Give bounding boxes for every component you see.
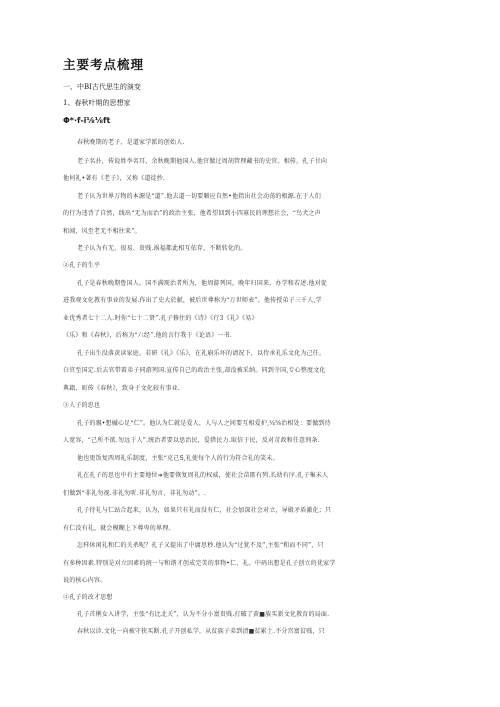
section-heading: 一、中BI古代思生的演变	[63, 83, 141, 91]
paragraph-line: 老子认为有无、很易、贵贱.祸福都此相互依存，不断转化的。	[77, 245, 247, 252]
paragraph-line: 业优秀者七十二人.时你“七十二贤”.孔子修住的《诗》《行3《礼》《易》	[63, 315, 258, 322]
page-title: 主要考点梳理	[63, 57, 145, 72]
subheading-line: ③人子的思也	[63, 402, 101, 409]
subheading-line: ④孔子的改才思想	[63, 594, 113, 601]
subsection-heading: 1、春秋叶期的思想家	[63, 99, 131, 107]
paragraph-line: 孔子是春秋晚期鲁国人。国不满现治者所为，他周游列国，晚年归国来，办学和若述.他对促	[77, 280, 328, 287]
paragraph-line: 春秋以诊.文化一向被守狭买断.孔子开创私学，从贫族子弟到清■贫累土.不分宫富贫贱，只	[77, 628, 325, 635]
paragraph-line: 老子名扑，传说姓李名耳，余秋晚期他国人.他官做过周胡管理藏书的史官。相传，孔子甘向	[77, 158, 328, 165]
paragraph-line: 有多种因素.特别是对立因素的统一与和谐才创成完美的事物•仁、礼、中码出想是孔子创立的优家学	[63, 560, 336, 567]
paragraph-line: 典籍、町传《春秋》，致身于文化较有事业.	[63, 385, 180, 392]
paragraph-line: 他也更饭复西周礼乐制度，主张“克己S,礼使每个人的行为符合礼的笑未。	[77, 455, 279, 462]
paragraph-line: 白官至国定.后去官带着弟子同游列国.宣传自己的政治主张,却没被采纳。同到寺国,专心整度文化	[63, 367, 326, 374]
paragraph-line: 老子认为世界万物的本源是“道”.他去道一切要顺应自然•他指出社会动荡的根源.在于人们	[77, 193, 321, 200]
paragraph-line: 春秋晚期的老子，是道家学派的创始人.	[77, 139, 185, 146]
paragraph-line: 孔子的親•想槭心足“仁”。他认为仁就是爱人，人与人之间要互相爱护,¼⅝治相处：要做到待	[77, 420, 331, 427]
paragraph-line: 人宽容，“己所不欲.勿远于人”.统治者要以思治民，爱措民力.取信于民，反对苛政和任意刑条.	[63, 437, 320, 444]
paragraph-line: 孔子出生没落黄读家庭。若研《礼》《乐》，在礼崩乐坏的请况下，以侍承礼乐文化为己任。	[77, 350, 326, 357]
paragraph-line: 说的核心内容。	[63, 577, 107, 584]
paragraph-line: 孔子首俐女入讲学，主张“有比北关”，认为不分小富贵贱.打破了黄■族买新文化教育的局面.	[77, 611, 330, 618]
paragraph-line: 怎样休闲礼和仁的关杀呢？孔子又提出了中庸思秒.他认为“过犹不及”,主张“和而不同”，只	[77, 542, 324, 549]
subheading-line: ②孔子的生平	[63, 262, 101, 269]
paragraph-line: 的行为违背了自然，线出“无为而治”的政治主张，他希望回到小四寡民的理想社会，“鸟犬之声	[63, 210, 321, 217]
garbled-heading: Φ*·f-i⅛⅛ft	[63, 116, 111, 125]
paragraph-line: 和闻，风至老无不相往来”。	[63, 228, 141, 235]
paragraph-line: 他何礼•著有《老子》，又称《道徒抄.	[63, 175, 166, 182]
paragraph-line: 进我观文化教有事业的发展.作出了史大於献，被后世尊称为“万世师表”。他传授弟子三千人,学	[63, 297, 322, 304]
paragraph-line: 礼在孔子的思也中有主要地位➔他要恢复周礼的权威，使社会苗匿有列.长幼有序.孔子集未人	[77, 472, 329, 479]
paragraph-line: 孔子待礼与仁站合起来，认为，如果只有礼而没有仁，社会加深社会对立，导殿矛盾激化；只	[77, 507, 332, 514]
paragraph-line: 《乐》和《春秋》，后称为“六经”.他的言行我于《论语》一书.	[63, 332, 232, 339]
paragraph-line: 有仁没有礼，就会模糊上下尊卑的界理。	[63, 525, 175, 532]
paragraph-line: 们做到“非礼勿视.非礼勿听.非礼勿言，非礼勿动”。.	[63, 490, 207, 497]
